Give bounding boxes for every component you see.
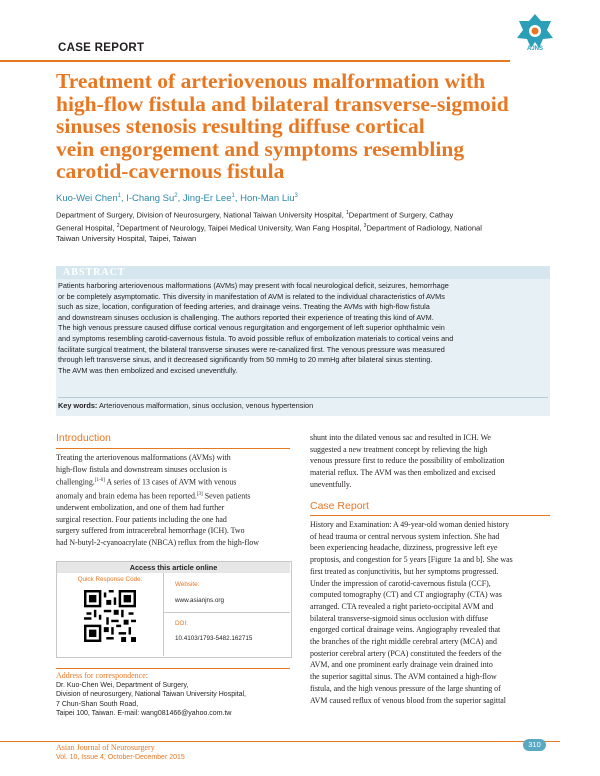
keywords-label: Key words: [58,401,98,410]
address-line: Dr. Kuo-Chen Wei, Department of Surgery, [56,682,189,689]
affiliation-text: General Hospital, [56,223,117,233]
abstract-text [58,281,548,376]
citation: [3] [196,491,203,497]
correspondence-address [56,681,296,718]
text-line: AVM caused reflux of venous blood from the superior sagittal [310,695,506,705]
journal-name: Asian Journal of Neurosurgery [56,743,155,752]
text-line: had N-butyl-2-cyanoacrylate (NBCA) reflux from the high-flow [56,538,259,548]
text-line: shunt into the dilated venous sac and resulted in ICH. We [310,433,491,442]
author-name: Kuo-Wei Chen [56,193,118,205]
abstract-line: through left transverse sinus, and it decreased significantly from 50 mmHg to 20 mmHg after bilateral sinus stenting. [58,355,433,365]
case-report-rule [310,515,550,516]
text-line: venous pressure first to reduce the possibility of embolization [310,456,505,466]
website-label: Website: [175,581,200,588]
doi-link[interactable]: 10.4103/1793-5482.162715 [175,635,253,642]
affiliation-text: Department of Neurology, Taipei Medical University, Wan Fang Hospital, [119,223,364,233]
abstract-header-bar [56,266,550,279]
address-line: 7 Chun-Shan South Road, [56,700,139,708]
correspondence-heading: Address for correspondence: [56,671,148,680]
text-line: Treating the arteriovenous malformations (AVMs) with [56,453,231,462]
text-line: underwent embolization, and one of them had further [56,503,225,513]
title-line: carotid-cavernous fistula [56,159,285,183]
text-line: surgery suffered from intracerebral hemorrhage (ICH). Two [56,526,245,536]
text-line: posterior cerebral artery (PCA) constituted the feeders of the [310,648,502,658]
text-line: surgical resection. Four patients including the one had [56,514,227,524]
text-line: Under the impression of carotid-cavernous fistula (CCF), [310,578,491,588]
text-line: proptosis, and congestion for 5 years [Figure 1a and b]. She was [310,555,513,565]
text-line: AVM, and one prominent early drainage vein drained into [310,660,493,670]
text-line: History and Examination: A 49-year-old woman denied history [310,520,510,529]
text-line: anomaly and brain edema has been reported. [56,491,197,501]
author-name: Jing-Er Lee [182,193,232,205]
case-report-text [310,519,550,706]
text-line: uneventfully. [310,479,352,489]
info-divider [164,612,290,613]
author-sup: 1 [117,193,121,199]
affiliation-text: Taiwan University Hospital, Taipei, Taiwan [56,234,197,244]
text-line: suggested a new treatment concept by relieving the high [310,444,488,454]
text-line: arranged. CTA revealed a right parieto-occipital AVM and [310,601,494,611]
address-line: Division of neurosurgery, National Taiwan University Hospital, [56,691,246,699]
author-sup: 3 [294,193,298,199]
keywords [58,401,313,410]
abstract-heading: ABSTRACT [63,267,126,278]
author-list: Kuo-Wei Chen$^1$, I-Chang Su$^2$, Jing-Er Lee$^1$, Hon-Man Liu$^3$ [56,193,298,205]
abstract-line: and downstream sinuses occlusion is challenging. The authors reported their experience of treating this kind of AVM. [58,312,434,322]
doi-label: DOI: [175,620,188,627]
website-link[interactable]: www.asianjns.org [175,597,224,604]
article-type-label: CASE REPORT [58,42,145,54]
abstract-line: Patients harboring arteriovenous malformations (AVMs) may present with focal neurological deficit, seizures, hemorrhage [58,281,449,290]
text-line: fistula, and the high venous pressure of the large shunting of [310,683,501,693]
title-line: vein engorgement and symptoms resembling [56,136,465,161]
text-line: been experiencing headache, dizziness, progressive left eye [310,543,498,553]
affil-sup: 1 [345,210,349,216]
keywords-text: Arteriovenous malformation, sinus occlusion, venous hypertension [97,401,314,410]
correspondence-rule [56,668,290,669]
title-line: Treatment of arteriovenous malformation with [56,69,486,93]
text-line: the branches of the right middle cerebral artery (MCA) and [310,637,497,647]
address-line: Taipei 100, Taiwan. E-mail: wang081466@yahoo.com.tw [56,709,232,717]
author-name: I-Chang Su [126,193,175,205]
text-line: material reflux. The AVM was then embolized and excised [310,468,496,478]
abstract-divider [58,397,548,398]
introduction-rule [56,448,290,449]
author-sup: 1 [231,193,235,199]
footer-rule [0,741,560,742]
text-line: A series of 13 cases of AVM with venous [104,478,237,488]
page-number: 310 [523,739,546,751]
text-line: first treated as conjunctivitis, but her symptoms progressed. [310,566,499,576]
case-report-heading: Case Report [310,500,369,512]
qr-code-icon[interactable] [84,590,136,642]
issue-info: Vol. 10, Issue 4, October-December 2015 [56,754,185,761]
affiliation-text: Department of Surgery, Cathay [348,210,454,220]
affil-sup: 2 [116,222,120,229]
qr-label: Quick Response Code: [77,576,143,583]
abstract-line: such as size, location, configuration of feeding arteries, and drainage veins. Treating the AVMs with high-flow fistula [58,302,430,312]
text-line: Seven patients [202,491,251,501]
affiliation-text: Department of Radiology, National [366,223,482,233]
abstract-line: The high venous pressure caused diffuse cortical venous regurgitation and engorgement of left superior ophthalmic vein [58,323,445,333]
affil-sup: 3 [363,222,367,229]
abstract-line: The AVM was then embolized and excised uneventfully. [58,365,238,375]
affiliation-text: Department of Surgery, Division of Neurosurgery, National Taiwan University Hospital, [56,210,346,220]
header-rule [0,60,510,62]
citation: [1-6] [94,478,105,484]
title-line: high-flow fistula and bilateral transverse-sigmoid [56,91,509,116]
article-title [56,70,551,183]
introduction-text [56,452,294,549]
abstract-line: and symptoms resembling carotid-cavernous fistula. To avoid possible reflux of embolization materials to cortical veins and [58,333,454,343]
text-line: challenging. [56,478,95,488]
text-line: bilateral transverse-sigmoid sinus occlusion with diffuse [310,613,489,623]
author-name: Hon-Man Liu [240,193,295,205]
intro-continued-text [310,432,550,491]
affiliations [56,208,556,244]
access-heading: Access this article online [57,562,290,573]
introduction-heading: Introduction [56,432,111,444]
author-sup: 2 [174,193,178,199]
text-line: of head trauma or central nervous system infection. She had [310,531,500,541]
ajns-logo-icon [507,12,563,64]
title-line: sinuses stenosis resulting diffuse cortical [56,114,425,138]
text-line: engorged cortical drainage veins. Angiography revealed that [310,625,501,635]
text-line: high-flow fistula and downstream sinuses occlusion is [56,464,227,474]
abstract-line: facilitate surgical treatment, the bilateral transverse sinuses were re-canalized first. The venous pressure was measured [58,344,445,354]
logo-text: AJNS [526,46,543,52]
abstract-line: or be completely asymptomatic. This diversity in manifestation of AVM is related to the individual characteristics of AVMs [58,291,445,301]
text-line: the superior sagittal sinus. The AVM contained a high-flow [310,672,497,682]
text-line: computed tomography (CT) and CT angiography (CTA) was [310,590,502,600]
